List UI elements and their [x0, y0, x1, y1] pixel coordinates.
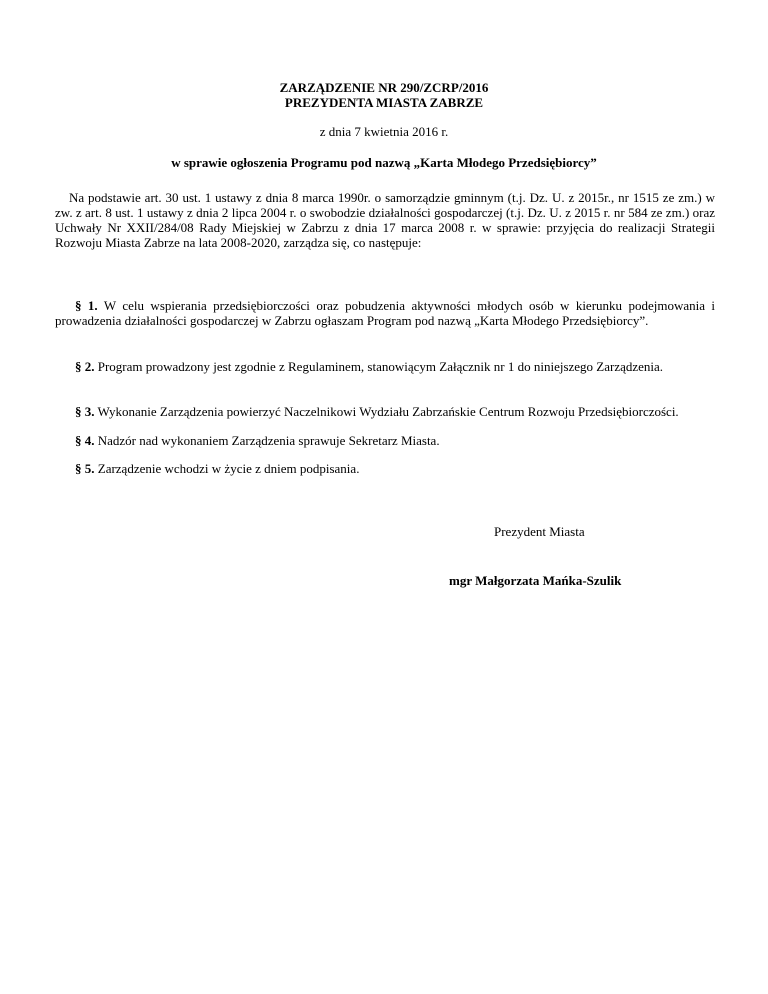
paragraph-text: Program prowadzony jest zgodnie z Regulaminem, stanowiącym Załącznik nr 1 do niniejszego Zarządzenia.: [97, 359, 664, 374]
paragraph-4: [55, 433, 715, 448]
paragraph-number: § 1.: [75, 298, 98, 313]
paragraph-text: Zarządzenie wchodzi w życie z dniem podpisania.: [97, 461, 360, 476]
paragraph-text: W celu wspierania przedsiębiorczości oraz pobudzenia aktywności młodych osób w kierunku podejmowania i prowadzenia działalności gospodarczej w Zabrzu ogłaszam Program pod nazwą „Karta Młodego Przedsiębiorcy”.: [55, 298, 716, 328]
paragraph-5: [55, 461, 715, 476]
paragraph-text: Nadzór nad wykonaniem Zarządzenia sprawuje Sekretarz Miasta.: [97, 433, 440, 448]
paragraph-1: [55, 298, 715, 328]
paragraph-3: [55, 404, 715, 419]
paragraph-number: § 5.: [75, 461, 95, 476]
paragraph-text: Wykonanie Zarządzenia powierzyć Naczelnikowi Wydziału Zabrzańskie Centrum Rozwoju Przedsiębiorczości.: [97, 404, 679, 419]
document-date: z dnia 7 kwietnia 2016 r.: [319, 124, 449, 139]
document-subject: w sprawie ogłoszenia Programu pod nazwą „Karta Młodego Przedsiębiorcy”: [171, 155, 597, 170]
signature-role: Prezydent Miasta: [494, 524, 585, 539]
document-title-line2: PREZYDENTA MIASTA ZABRZE: [284, 95, 484, 110]
signature-name: mgr Małgorzata Mańka-Szulik: [449, 573, 622, 588]
paragraph-number: § 4.: [75, 433, 95, 448]
paragraph-number: § 3.: [75, 404, 95, 419]
paragraph-number: § 2.: [75, 359, 95, 374]
legal-basis-paragraph: Na podstawie art. 30 ust. 1 ustawy z dnia 8 marca 1990r. o samorządzie gminnym (t.j. Dz. U. z 2015r., nr 1515 ze zm.) w zw. z art. 8 ust. 1 ustawy z dnia 2 lipca 2004 r. o swobodzie działalności gospodarczej (t.j. Dz. U. z 2015 r. nr 584 ze zm.) oraz Uchwały Nr XXII/284/08 Rady Miejskiej w Zabrzu z dnia 17 marca 2008 r. w sprawie: przyjęcia do realizacji Strategii Rozwoju Miasta Zabrze na lata 2008-2020, zarządza się, co następuje:: [55, 190, 715, 250]
paragraph-2: [55, 359, 715, 374]
document-title-line1: ZARZĄDZENIE NR 290/ZCRP/2016: [279, 80, 489, 95]
